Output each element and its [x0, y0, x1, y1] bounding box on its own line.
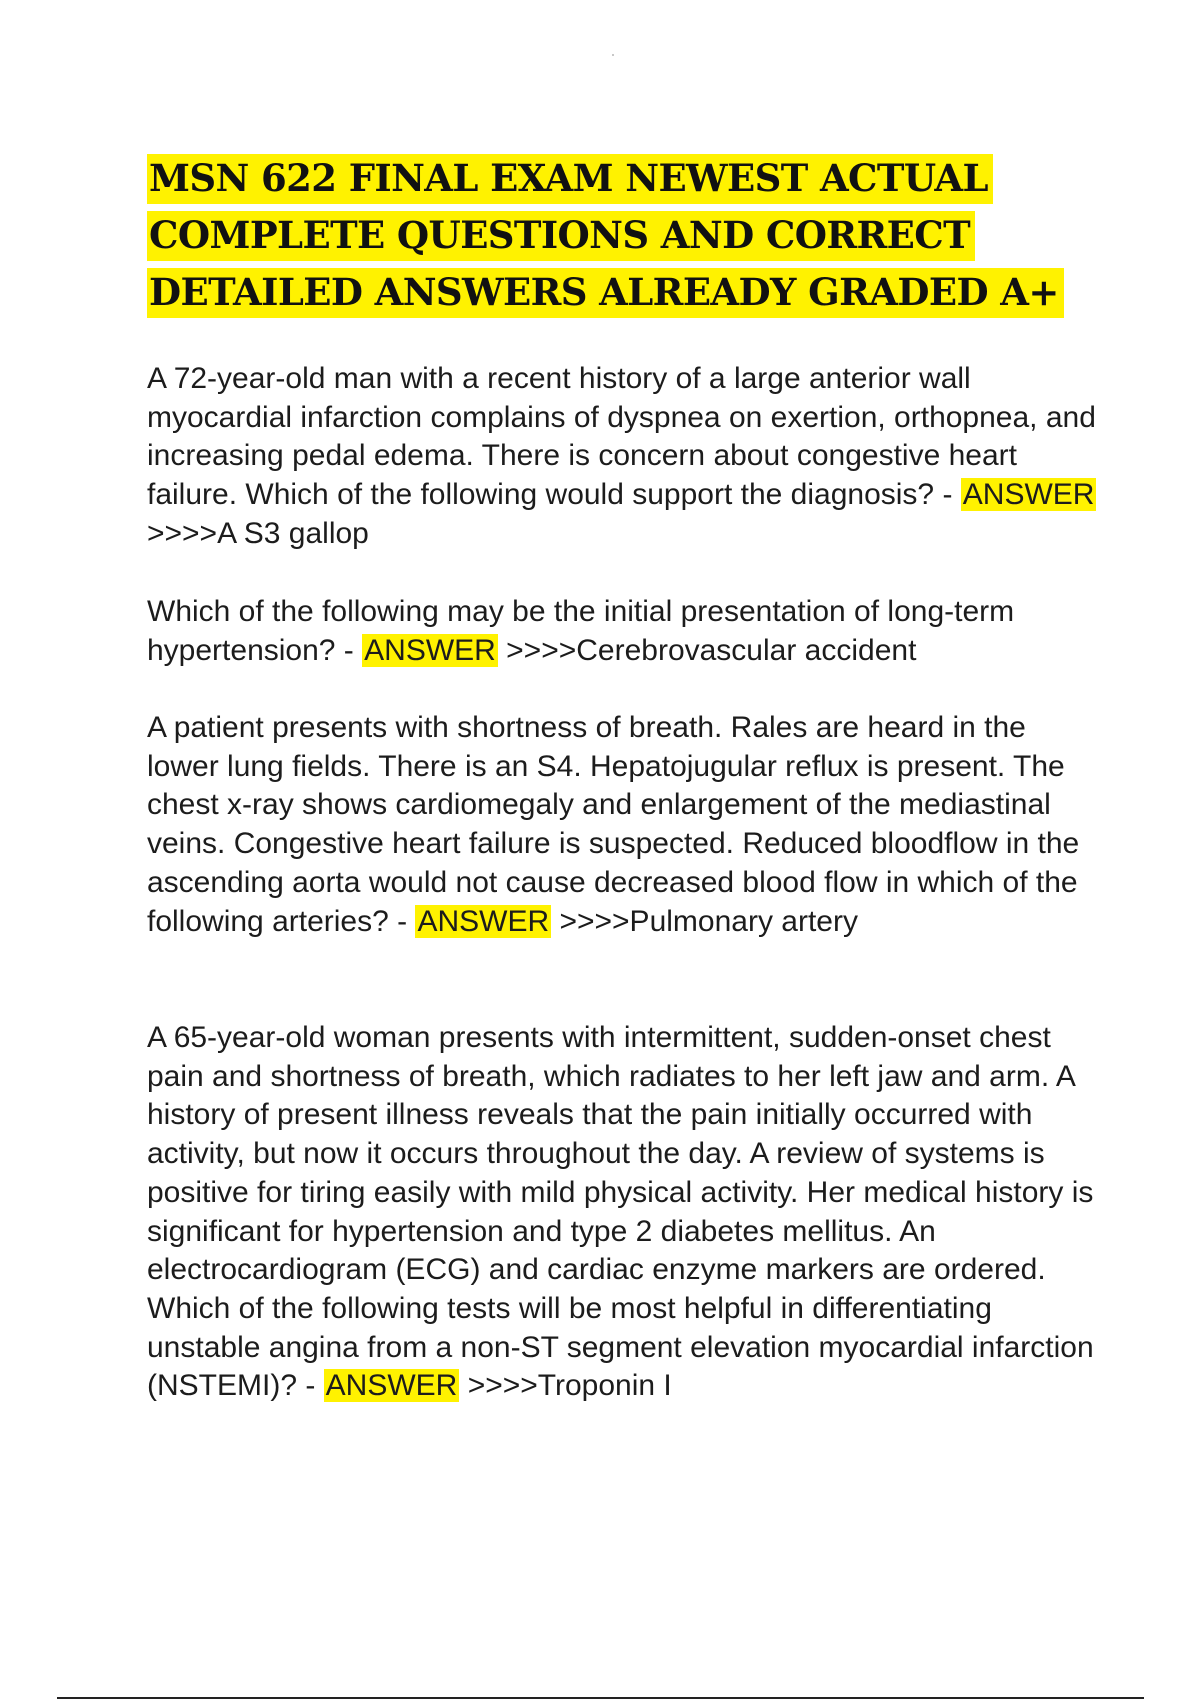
qa-item-4 — [147, 1019, 1097, 1406]
answer-text: >>>>Pulmonary artery — [551, 904, 858, 938]
answer-text: >>>>Cerebrovascular accident — [497, 633, 917, 667]
answer-label: ANSWER — [962, 478, 1095, 512]
answer-text: >>>>Troponin I — [459, 1369, 672, 1403]
answer-text: >>>>A S3 gallop — [147, 516, 369, 550]
question-text: A 72-year-old man with a recent history of a large anterior wall myocardial infarction complains of dyspnea on exertion, orthopnea, and increasing pedal edema. There is concern about congestive heart failure. Which of the following would support the diagnosis? - — [147, 362, 1096, 512]
answer-label: ANSWER — [364, 633, 496, 667]
bottom-rule-divider — [57, 1697, 1144, 1699]
answer-label: ANSWER — [417, 904, 550, 938]
question-text: A patient presents with shortness of breath. Rales are heard in the lower lung fields. There is an S4. Hepatojugular reflux is present. The chest x-ray shows cardiomegaly and enlargement of the mediastinal veins. Congestive heart failure is suspected. Reduced bloodflow in the ascending aorta would not cause decreased blood flow in which of the following arteries? - — [147, 711, 1080, 938]
answer-label: ANSWER — [325, 1369, 458, 1403]
question-text: A 65-year-old woman presents with intermittent, sudden-onset chest pain and shortness of breath, which radiates to her left jaw and arm. A history of present illness reveals that the pain initially occurred with activity, but now it occurs throughout the day. A review of systems is positive for tiring easily with mild physical activity. Her medical history is significant for hypertension and type 2 diabetes mellitus. An electrocardiogram (ECG) and cardiac enzyme markers are ordered. Which of the following tests will be most helpful in differentiating unstable angina from a non-ST segment elevation myocardial infarction (NSTEMI)? - — [147, 1021, 1094, 1403]
document-title — [147, 150, 1127, 321]
title-line-3: DETAILED ANSWERS ALREADY GRADED A+ — [147, 268, 1064, 318]
title-line-1: MSN 622 FINAL EXAM NEWEST ACTUAL — [147, 154, 993, 204]
qa-item-3 — [147, 709, 1097, 941]
qa-item-2 — [147, 593, 1097, 670]
scan-speck — [612, 54, 614, 56]
qa-item-1 — [147, 360, 1097, 554]
question-text: Which of the following may be the initial presentation of long-term hypertension? - — [147, 595, 1015, 667]
title-line-2: COMPLETE QUESTIONS AND CORRECT — [147, 211, 975, 261]
